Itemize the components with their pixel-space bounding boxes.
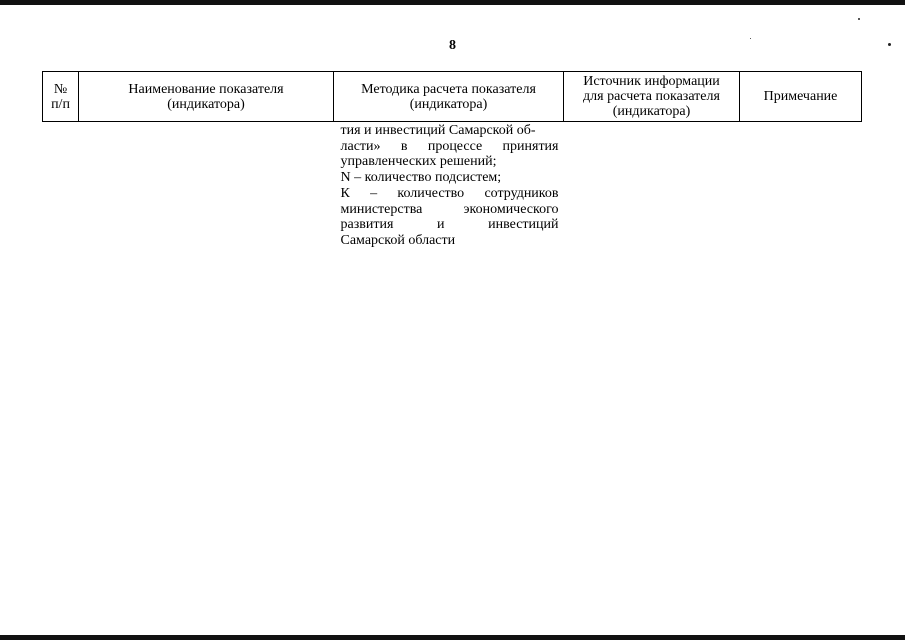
method-line: К – количество сотрудников	[340, 185, 559, 201]
method-text	[341, 122, 559, 249]
cell-indicator-name	[79, 122, 334, 249]
cell-note	[740, 122, 862, 249]
header-indicator-name: Наименование показателя (индикатора)	[79, 72, 334, 122]
method-line: Самарской области	[340, 232, 456, 248]
scan-speck	[858, 18, 860, 20]
method-line: развития и инвестиций	[340, 217, 559, 233]
scan-border-top	[0, 0, 905, 5]
method-line: N – количество подсистем;	[340, 170, 502, 186]
table-row	[43, 122, 862, 249]
method-line: ласти» в процессе принятия	[340, 138, 559, 154]
header-calculation-method: Методика расчета показателя (индикатора)	[334, 72, 564, 122]
cell-num	[43, 122, 79, 249]
header-information-source: Источник информации для расчета показателя (индикатора)	[564, 72, 740, 122]
method-line: министерства экономического	[340, 201, 559, 217]
cell-calculation-method	[334, 122, 564, 249]
header-num: № п/п	[43, 72, 79, 122]
table-header-row	[43, 72, 862, 122]
cell-information-source	[564, 122, 740, 249]
header-note: Примечание	[740, 72, 862, 122]
page-number: 8	[449, 38, 456, 53]
indicators-table	[42, 71, 862, 249]
scan-border-bottom	[0, 635, 905, 640]
method-line: управленческих решений;	[340, 154, 497, 170]
method-line: тия и инвестиций Самарской об-	[340, 123, 536, 138]
